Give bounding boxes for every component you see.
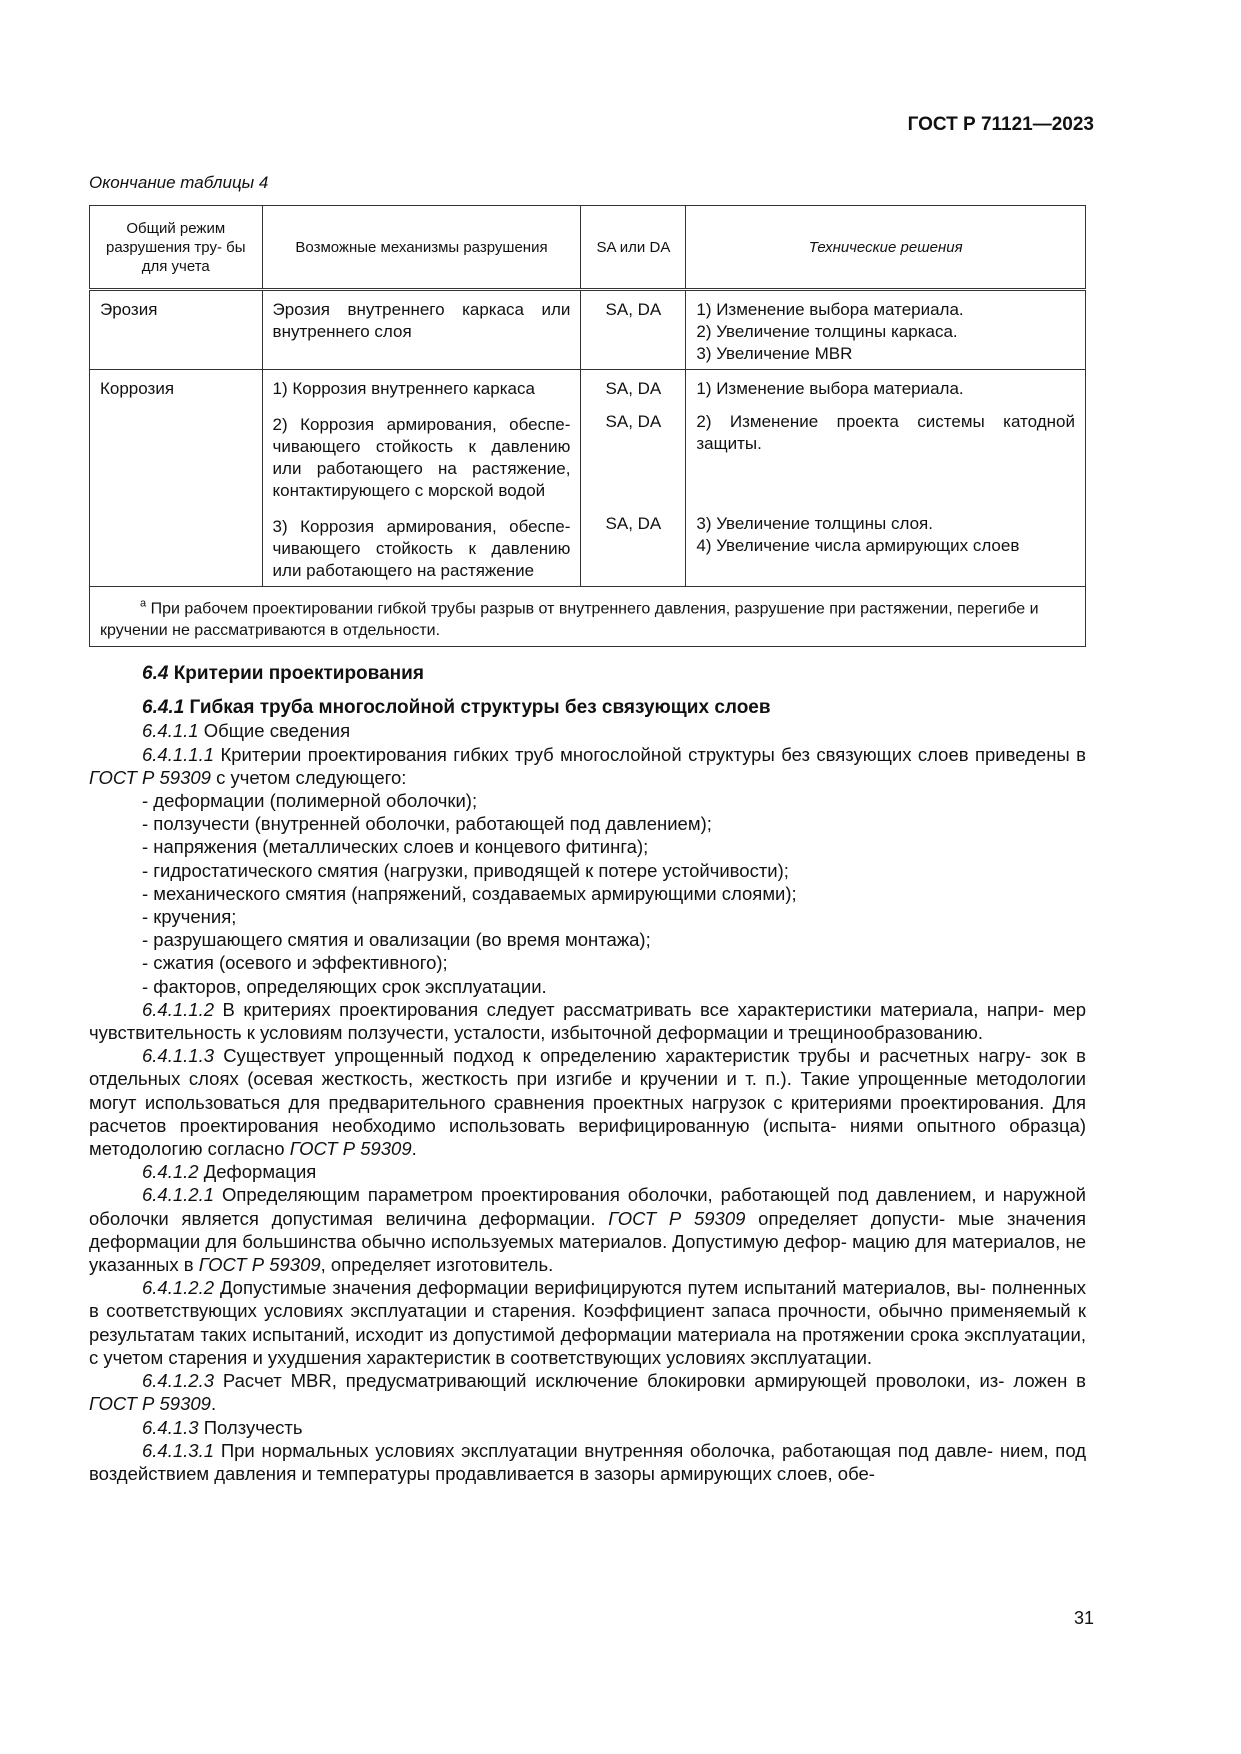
- solution-line: 2) Изменение проекта системы катодной защиты.: [696, 412, 1075, 453]
- table-4: [89, 205, 1086, 647]
- section-6-4-1-2: 6.4.1.2 Деформация: [142, 1161, 317, 1183]
- mode-cell: Коррозия: [90, 370, 263, 587]
- footnote-text: При рабочем проектировании гибкой трубы разрыв от внутреннего давления, разрушение при растяжении, перегибе и кручении не рассматриваются в отдельности.: [100, 600, 1039, 640]
- list-item: - гидростатического смятия (нагрузки, приводящей к потере устойчивости);: [142, 859, 789, 881]
- mechanism-item: 2) Коррозия армирования, обеспе- чивающего стойкость к давлению или работающего на растяжение, контактирующего с морской водой: [272, 415, 571, 500]
- sada-cell: SA, DA: [581, 290, 686, 370]
- solution-line: 3) Увеличение толщины слоя.: [696, 514, 933, 533]
- paragraph-6-4-1-2-2: 6.4.1.2.2 Допустимые значения деформации верифицируются путем испытаний материалов, вы- полненных в соответствующих условиях эксплуатации и старения. Коэффициент запаса прочности, обычно применяемый к результатам таких испытаний, исходит из допустимой деформации материала на протяжении срока эксплуатации, с учетом старения и ухудшения характеристик в соответствующих условиях эксплуатации.: [89, 1277, 1086, 1368]
- solution-line: 4) Увеличение числа армирующих слоев: [696, 536, 1020, 555]
- sada-cell: [581, 370, 686, 587]
- mechanism-cell: Эрозия внутреннего каркаса или внутреннего слоя: [262, 290, 581, 370]
- list-item: - сжатия (осевого и эффективного);: [142, 952, 448, 974]
- table-header-row: [90, 206, 1086, 290]
- standard-header: ГОСТ Р 71121—2023: [907, 114, 1094, 135]
- list-item: - ползучести (внутренней оболочки, работающей под давлением);: [142, 813, 712, 835]
- table-row-corrosion: [90, 370, 1086, 587]
- col-header-solutions: Технические решения: [686, 206, 1086, 290]
- mode-cell: Эрозия: [90, 290, 263, 370]
- paragraph-6-4-1-1-1: 6.4.1.1.1 Критерии проектирования гибких труб многослойной структуры без связующих слоев приведены в ГОСТ Р 59309 с учетом следующего:: [89, 743, 1086, 788]
- table-footnote: [90, 587, 1086, 647]
- solution-line: 3) Увеличение MBR: [696, 344, 853, 363]
- page-number: 31: [1073, 1608, 1094, 1628]
- solution-line: 2) Увеличение толщины каркаса.: [696, 322, 958, 341]
- sada-item: SA, DA: [605, 412, 662, 431]
- table-row-erosion: [90, 290, 1086, 370]
- paragraph-6-4-1-3-1: 6.4.1.3.1 При нормальных условиях эксплуатации внутренняя оболочка, работающая под давле- нием, под воздействием давления и температуры продавливается в зазоры армирующих слоев, обе-: [89, 1439, 1087, 1484]
- mechanism-item: 1) Коррозия внутреннего каркаса: [272, 379, 535, 398]
- paragraph-6-4-1-1-3: 6.4.1.1.3 Существует упрощенный подход к определению характеристик трубы и расчетных нагру- зок в отдельных слоях (осевая жесткость, жесткость при изгибе и кручении и т. п.). Такие упрощенные методологии могут использоваться для предварительного сравнения проектных нагрузок с критериями проектирования. Для расчетов проектирования необходимо использовать верифицированную (испыта- ниями опытного образца) методологию согласно ГОСТ Р 59309.: [89, 1045, 1087, 1160]
- section-6-4-1-3: 6.4.1.3 Ползучесть: [142, 1416, 303, 1438]
- mechanism-item: 3) Коррозия армирования, обеспе- чивающего стойкость к давлению или работающего на растяжение: [272, 517, 571, 580]
- section-6-4-1-1: 6.4.1.1 Общие сведения: [142, 720, 351, 742]
- solutions-cell: [686, 290, 1086, 370]
- sada-item: SA, DA: [605, 379, 662, 398]
- solutions-cell: [686, 370, 1086, 587]
- paragraph-6-4-1-2-1: 6.4.1.2.1 Определяющим параметром проектирования оболочки, работающей под давлением, и наружной оболочки является допустимая величина деформации. ГОСТ Р 59309 определяет допусти- мые значения деформации для большинства обычно используемых материалов. Допустимую дефор- мацию для материалов, не указанных в ГОСТ Р 59309, определяет изготовитель.: [89, 1184, 1087, 1276]
- section-6-4: 6.4 Критерии проектирования: [142, 663, 424, 684]
- paragraph-6-4-1-1-2: 6.4.1.1.2 В критериях проектирования следует рассматривать все характеристики материала, напри- мер чувствительность к условиям ползучести, усталости, избыточной деформации и трещинообразованию.: [89, 998, 1086, 1044]
- list-item: - факторов, определяющих срок эксплуатации.: [142, 975, 547, 997]
- list-item: - напряжения (металлических слоев и концевого фитинга);: [142, 836, 649, 858]
- solution-line: 1) Изменение выбора материала.: [696, 300, 964, 319]
- mechanism-cell: [262, 370, 581, 587]
- table-caption: Окончание таблицы 4: [89, 173, 269, 192]
- table-footnote-row: [90, 587, 1086, 647]
- col-header-mode: Общий режим разрушения тру- бы для учета: [90, 206, 263, 290]
- list-item: - разрушающего смятия и овализации (во время монтажа);: [142, 929, 651, 951]
- list-item: - кручения;: [142, 906, 237, 928]
- col-header-mechanism: Возможные механизмы разрушения: [262, 206, 581, 290]
- col-header-sada: SA или DA: [581, 206, 686, 290]
- sada-item: SA, DA: [605, 514, 662, 533]
- paragraph-6-4-1-2-3: 6.4.1.2.3 Расчет MBR, предусматривающий исключение блокировки армирующей проволоки, из- ложен в ГОСТ Р 59309.: [89, 1370, 1087, 1415]
- body-text: [89, 662, 1086, 1485]
- section-6-4-1: 6.4.1 Гибкая труба многослойной структуры без связующих слоев: [142, 697, 771, 719]
- list-item: - механического смятия (напряжений, создаваемых армирующими слоями);: [142, 882, 797, 904]
- list-item: - деформации (полимерной оболочки);: [142, 790, 478, 812]
- solution-line: 1) Изменение выбора материала.: [696, 379, 964, 398]
- footnote-mark: a: [140, 598, 147, 610]
